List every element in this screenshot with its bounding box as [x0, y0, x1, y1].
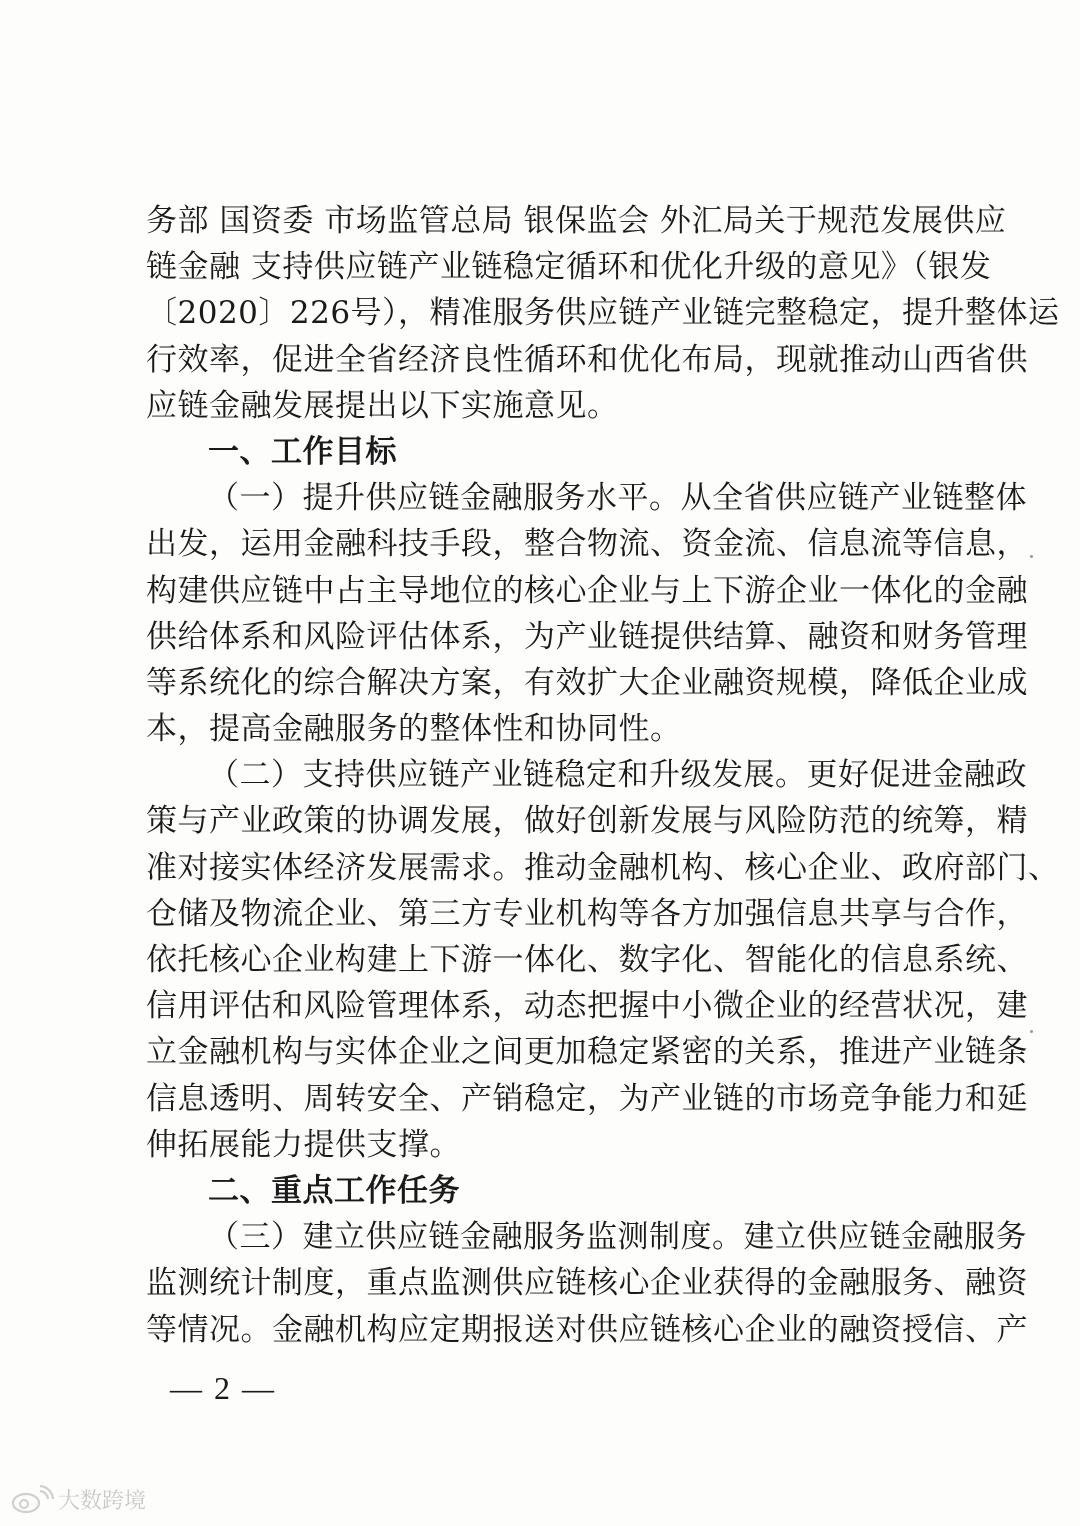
text-line: 立金融机构与实体企业之间更加稳定紧密的关系，推进产业链条 [146, 1034, 1028, 1071]
watermark [10, 1484, 146, 1515]
text-line: 供给体系和风险评估体系，为产业链提供结算、融资和财务管理 [146, 618, 1028, 655]
text-line: 行效率，促进全省经济良性循环和优化布局，现就推动山西省供 [146, 341, 1028, 378]
page-number: — 2 — [170, 1370, 276, 1406]
text-line: 信用评估和风险管理体系，动态把握中小微企业的经营状况，建 [146, 988, 1028, 1025]
scan-speck [1030, 1030, 1033, 1033]
text-line: 构建供应链中占主导地位的核心企业与上下游企业一体化的金融 [146, 572, 1028, 609]
text-line: 应链金融发展提出以下实施意见。 [146, 387, 619, 424]
text-line: 仓储及物流企业、第三方专业机构等各方加强信息共享与合作， [146, 895, 1028, 932]
text-line: （三）建立供应链金融服务监测制度。建立供应链金融服务 [208, 1219, 1027, 1256]
weibo-logo-icon [10, 1485, 54, 1515]
text-line: 策与产业政策的协调发展，做好创新发展与风险防范的统筹，精 [146, 803, 1028, 840]
text-line: 伸拓展能力提供支撑。 [146, 1126, 461, 1163]
text-line: 监测统计制度，重点监测供应链核心企业获得的金融服务、融资 [146, 1265, 1028, 1302]
text-line: 等情况。金融机构应定期报送对供应链核心企业的融资授信、产 [146, 1311, 1028, 1348]
text-line: （一）提升供应链金融服务水平。从全省供应链产业链整体 [208, 480, 1027, 517]
text-line: 等系统化的综合解决方案，有效扩大企业融资规模，降低企业成 [146, 664, 1028, 701]
scan-speck [1030, 555, 1033, 558]
text-line: 信息透明、周转安全、产销稳定，为产业链的市场竞争能力和延 [146, 1080, 1028, 1117]
text-line: 出发，运用金融科技手段，整合物流、资金流、信息流等信息， [146, 526, 1028, 563]
watermark-text: 大数跨境 [58, 1489, 147, 1514]
text-line: 务部 国资委 市场监管总局 银保监会 外汇局关于规范发展供应 [146, 203, 1007, 239]
text-line: 链金融 支持供应链产业链稳定循环和优化升级的意见》（银发 [146, 249, 992, 286]
text-line: 准对接实体经济发展需求。推动金融机构、核心企业、政府部门、 [146, 849, 1060, 886]
section-heading-tasks: 二、重点工作任务 [208, 1172, 460, 1209]
section-heading-goals: 一、工作目标 [208, 433, 397, 470]
text-line: 本，提高金融服务的整体性和协同性。 [146, 711, 682, 748]
document-body [146, 198, 1060, 1353]
text-line: （二）支持供应链产业链稳定和升级发展。更好促进金融政 [208, 757, 1027, 794]
text-line: 依托核心企业构建上下游一体化、数字化、智能化的信息系统、 [146, 942, 1028, 978]
text-line: 〔2020〕226号），精准服务供应链产业链完整稳定，提升整体运 [146, 295, 1060, 332]
